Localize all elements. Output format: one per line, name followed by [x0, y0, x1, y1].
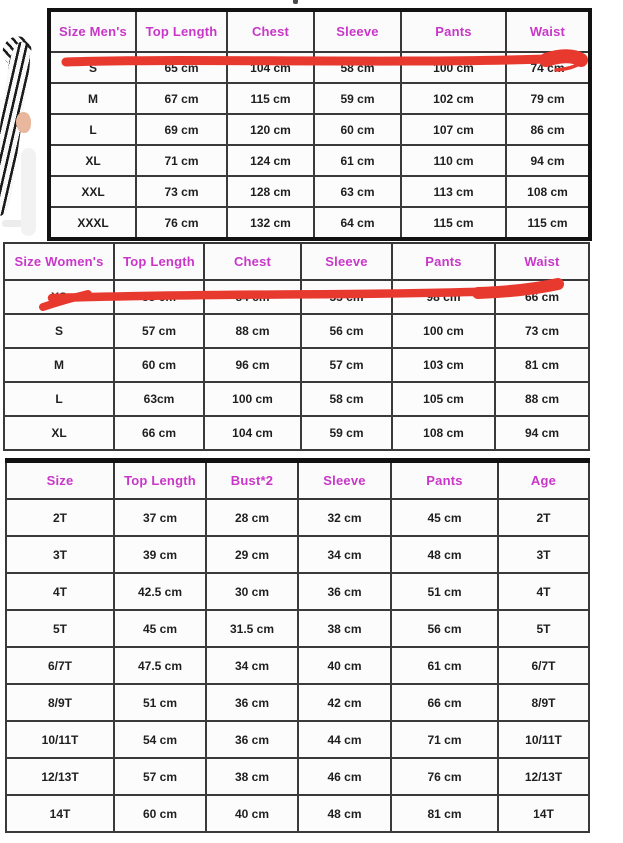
table-cell: 100 cm	[392, 314, 495, 348]
table-cell: 6/7T	[6, 647, 114, 684]
table-cell: 64 cm	[314, 207, 401, 239]
mens-table-body	[49, 52, 590, 239]
table-cell: 44 cm	[298, 721, 391, 758]
table-cell: 45 cm	[114, 610, 206, 647]
table-row	[6, 721, 589, 758]
table-cell: 115 cm	[506, 207, 590, 239]
table-row	[4, 314, 589, 348]
table-cell: 37 cm	[114, 499, 206, 536]
column-header: Top Length	[114, 243, 204, 280]
table-cell: 45 cm	[391, 499, 498, 536]
table-cell: 58 cm	[314, 52, 401, 83]
table-cell: 10/11T	[6, 721, 114, 758]
table-cell: 113 cm	[401, 176, 506, 207]
table-cell: 63 cm	[314, 176, 401, 207]
hand-fragment	[16, 112, 31, 133]
column-header: Size Women's	[4, 243, 114, 280]
column-header: Pants	[401, 10, 506, 52]
table-cell: 71 cm	[136, 145, 227, 176]
table-cell: 81 cm	[495, 348, 589, 382]
table-cell: 100 cm	[401, 52, 506, 83]
table-cell: 47.5 cm	[114, 647, 206, 684]
column-header: Size Men's	[49, 10, 136, 52]
table-cell: 59 cm	[314, 83, 401, 114]
table-cell: 96 cm	[204, 348, 301, 382]
table-cell: 71 cm	[391, 721, 498, 758]
table-cell: S	[4, 314, 114, 348]
table-cell: 4T	[6, 573, 114, 610]
table-cell: 57 cm	[301, 348, 392, 382]
table-cell: M	[4, 348, 114, 382]
table-cell: 40 cm	[298, 647, 391, 684]
table-cell: 84 cm	[204, 280, 301, 314]
table-cell: 36 cm	[298, 573, 391, 610]
table-cell: 61 cm	[391, 647, 498, 684]
table-cell: 108 cm	[506, 176, 590, 207]
table-cell: 40 cm	[206, 795, 298, 832]
table-cell: 36 cm	[206, 721, 298, 758]
table-cell: 132 cm	[227, 207, 314, 239]
table-cell: 48 cm	[391, 536, 498, 573]
table-cell: XL	[4, 416, 114, 450]
column-header: Sleeve	[298, 461, 391, 500]
mens-header-row	[49, 10, 590, 52]
table-cell: 42 cm	[298, 684, 391, 721]
column-header: Top Length	[114, 461, 206, 500]
table-cell: 5T	[498, 610, 589, 647]
table-cell: 28 cm	[206, 499, 298, 536]
table-cell: 56 cm	[301, 314, 392, 348]
table-cell: 115 cm	[401, 207, 506, 239]
table-cell: 105 cm	[392, 382, 495, 416]
column-header: Age	[498, 461, 589, 500]
table-cell: 102 cm	[401, 83, 506, 114]
column-header: Waist	[495, 243, 589, 280]
table-cell: 10/11T	[498, 721, 589, 758]
table-cell: XS	[4, 280, 114, 314]
table-cell: M	[49, 83, 136, 114]
mens-size-table	[47, 8, 592, 241]
table-cell: 8/9T	[498, 684, 589, 721]
table-cell: 36 cm	[206, 684, 298, 721]
table-row	[6, 647, 589, 684]
table-cell: 55 cm	[114, 280, 204, 314]
womens-header-row	[4, 243, 589, 280]
table-cell: 63cm	[114, 382, 204, 416]
column-header: Sleeve	[301, 243, 392, 280]
table-cell: 104 cm	[227, 52, 314, 83]
table-cell: 32 cm	[298, 499, 391, 536]
table-row	[49, 207, 590, 239]
table-cell: XXXL	[49, 207, 136, 239]
table-cell: 60 cm	[114, 795, 206, 832]
table-cell: 14T	[6, 795, 114, 832]
table-cell: 76 cm	[391, 758, 498, 795]
table-cell: S	[49, 52, 136, 83]
table-cell: 94 cm	[506, 145, 590, 176]
table-cell: 38 cm	[298, 610, 391, 647]
table-row	[6, 684, 589, 721]
table-cell: 60 cm	[114, 348, 204, 382]
kids-header-row	[6, 461, 589, 500]
table-cell: 29 cm	[206, 536, 298, 573]
table-cell: 66 cm	[391, 684, 498, 721]
table-row	[6, 499, 589, 536]
table-cell: 31.5 cm	[206, 610, 298, 647]
table-cell: 6/7T	[498, 647, 589, 684]
column-header: Pants	[392, 243, 495, 280]
table-row	[49, 145, 590, 176]
table-cell: 69 cm	[136, 114, 227, 145]
table-row	[6, 536, 589, 573]
table-cell: 73 cm	[495, 314, 589, 348]
table-cell: 12/13T	[6, 758, 114, 795]
table-cell: XL	[49, 145, 136, 176]
table-cell: L	[4, 382, 114, 416]
table-cell: 8/9T	[6, 684, 114, 721]
table-cell: 104 cm	[204, 416, 301, 450]
table-cell: 124 cm	[227, 145, 314, 176]
table-cell: L	[49, 114, 136, 145]
table-cell: 81 cm	[391, 795, 498, 832]
table-cell: 66 cm	[495, 280, 589, 314]
table-cell: 60 cm	[314, 114, 401, 145]
kids-table-body	[6, 499, 589, 832]
table-cell: 100 cm	[204, 382, 301, 416]
table-row-struck-out	[49, 52, 590, 83]
table-cell: 2T	[6, 499, 114, 536]
table-cell: 59 cm	[301, 416, 392, 450]
table-cell: 39 cm	[114, 536, 206, 573]
column-header: Top Length	[136, 10, 227, 52]
table-cell: 79 cm	[506, 83, 590, 114]
table-cell: 38 cm	[206, 758, 298, 795]
table-cell: 42.5 cm	[114, 573, 206, 610]
table-cell: 76 cm	[136, 207, 227, 239]
table-cell: 12/13T	[498, 758, 589, 795]
table-cell: 67 cm	[136, 83, 227, 114]
product-photo-fragment	[0, 0, 46, 238]
table-cell: 14T	[498, 795, 589, 832]
table-cell: 34 cm	[298, 536, 391, 573]
womens-size-table	[3, 242, 590, 451]
table-cell: 57 cm	[114, 758, 206, 795]
table-row	[49, 83, 590, 114]
table-row	[6, 795, 589, 832]
table-cell: 54 cm	[114, 721, 206, 758]
table-cell: 48 cm	[298, 795, 391, 832]
table-cell: 94 cm	[495, 416, 589, 450]
table-cell: 3T	[498, 536, 589, 573]
table-cell: 128 cm	[227, 176, 314, 207]
table-cell: 58 cm	[301, 382, 392, 416]
table-row-struck-out	[4, 280, 589, 314]
womens-table-body	[4, 280, 589, 450]
table-cell: 5T	[6, 610, 114, 647]
table-cell: 107 cm	[401, 114, 506, 145]
column-header: Waist	[506, 10, 590, 52]
table-cell: 66 cm	[114, 416, 204, 450]
table-cell: 88 cm	[495, 382, 589, 416]
table-cell: 86 cm	[506, 114, 590, 145]
table-row	[6, 758, 589, 795]
table-cell: 55 cm	[301, 280, 392, 314]
table-cell: 110 cm	[401, 145, 506, 176]
table-cell: 56 cm	[391, 610, 498, 647]
table-row	[4, 348, 589, 382]
table-cell: 108 cm	[392, 416, 495, 450]
table-row	[49, 114, 590, 145]
table-row	[49, 176, 590, 207]
column-header: Chest	[227, 10, 314, 52]
table-cell: 74 cm	[506, 52, 590, 83]
table-cell: 61 cm	[314, 145, 401, 176]
table-cell: 46 cm	[298, 758, 391, 795]
table-cell: 73 cm	[136, 176, 227, 207]
column-header: Size	[6, 461, 114, 500]
column-header: Pants	[391, 461, 498, 500]
table-cell: 4T	[498, 573, 589, 610]
table-cell: 98 cm	[392, 280, 495, 314]
table-cell: 65 cm	[136, 52, 227, 83]
table-cell: 88 cm	[204, 314, 301, 348]
table-cell: 30 cm	[206, 573, 298, 610]
white-garment-edge	[21, 148, 36, 236]
table-cell: 51 cm	[114, 684, 206, 721]
table-row	[6, 573, 589, 610]
table-cell: 103 cm	[392, 348, 495, 382]
kids-size-table	[5, 458, 590, 833]
table-row	[6, 610, 589, 647]
table-cell: 2T	[498, 499, 589, 536]
table-cell: 57 cm	[114, 314, 204, 348]
table-row	[4, 416, 589, 450]
table-cell: XXL	[49, 176, 136, 207]
table-cell: 120 cm	[227, 114, 314, 145]
table-cell: 3T	[6, 536, 114, 573]
column-header: Sleeve	[314, 10, 401, 52]
table-cell: 115 cm	[227, 83, 314, 114]
table-cell: 34 cm	[206, 647, 298, 684]
table-row	[4, 382, 589, 416]
cropped-text-remnant	[293, 0, 298, 4]
table-cell: 51 cm	[391, 573, 498, 610]
column-header: Bust*2	[206, 461, 298, 500]
column-header: Chest	[204, 243, 301, 280]
